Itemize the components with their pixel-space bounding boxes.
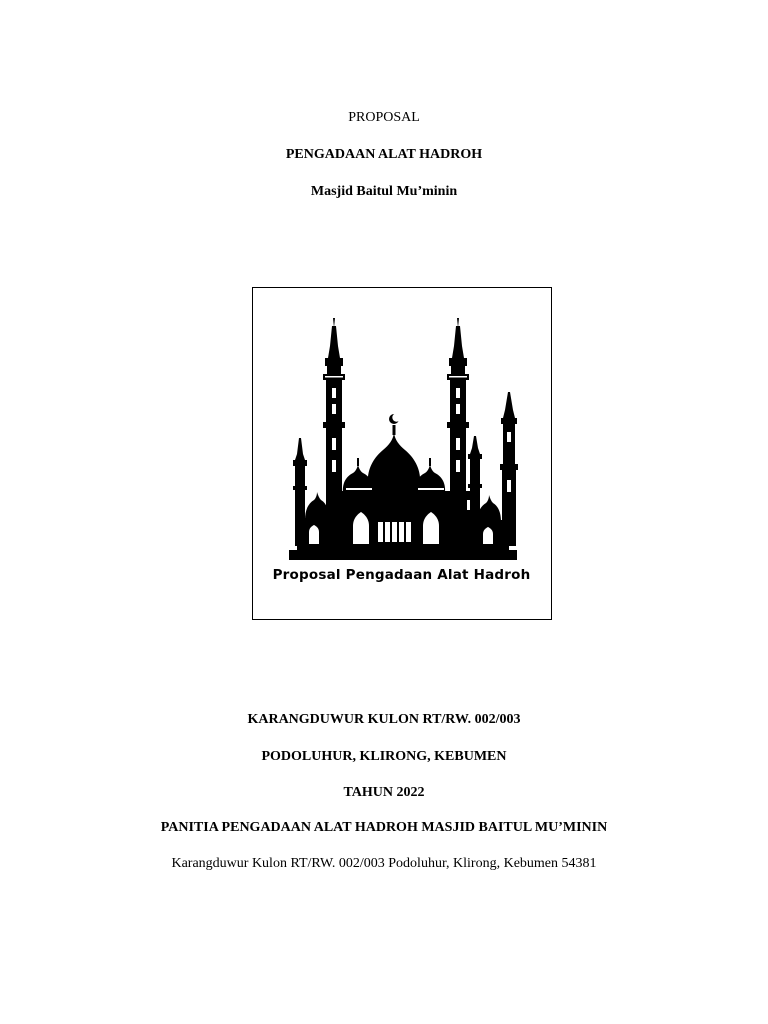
proposal-title: PENGADAAN ALAT HADROH xyxy=(285,147,483,162)
committee-line: PANITIA PENGADAAN ALAT HADROH MASJID BAITUL MU’MININ xyxy=(160,820,608,835)
proposal-label: PROPOSAL xyxy=(348,110,420,125)
year-line: TAHUN 2022 xyxy=(343,785,425,800)
location-line: KARANGDUWUR KULON RT/RW. 002/003 xyxy=(247,712,521,727)
region-line: PODOLUHUR, KLIRONG, KEBUMEN xyxy=(261,749,507,764)
mosque-name: Masjid Baitul Mu’minin xyxy=(310,184,458,199)
cover-image xyxy=(252,287,552,620)
address-line: Karangduwur Kulon RT/RW. 002/003 Podoluhur, Klirong, Kebumen 54381 xyxy=(171,856,597,871)
cover-caption: Proposal Pengadaan Alat Hadroh xyxy=(272,567,531,583)
